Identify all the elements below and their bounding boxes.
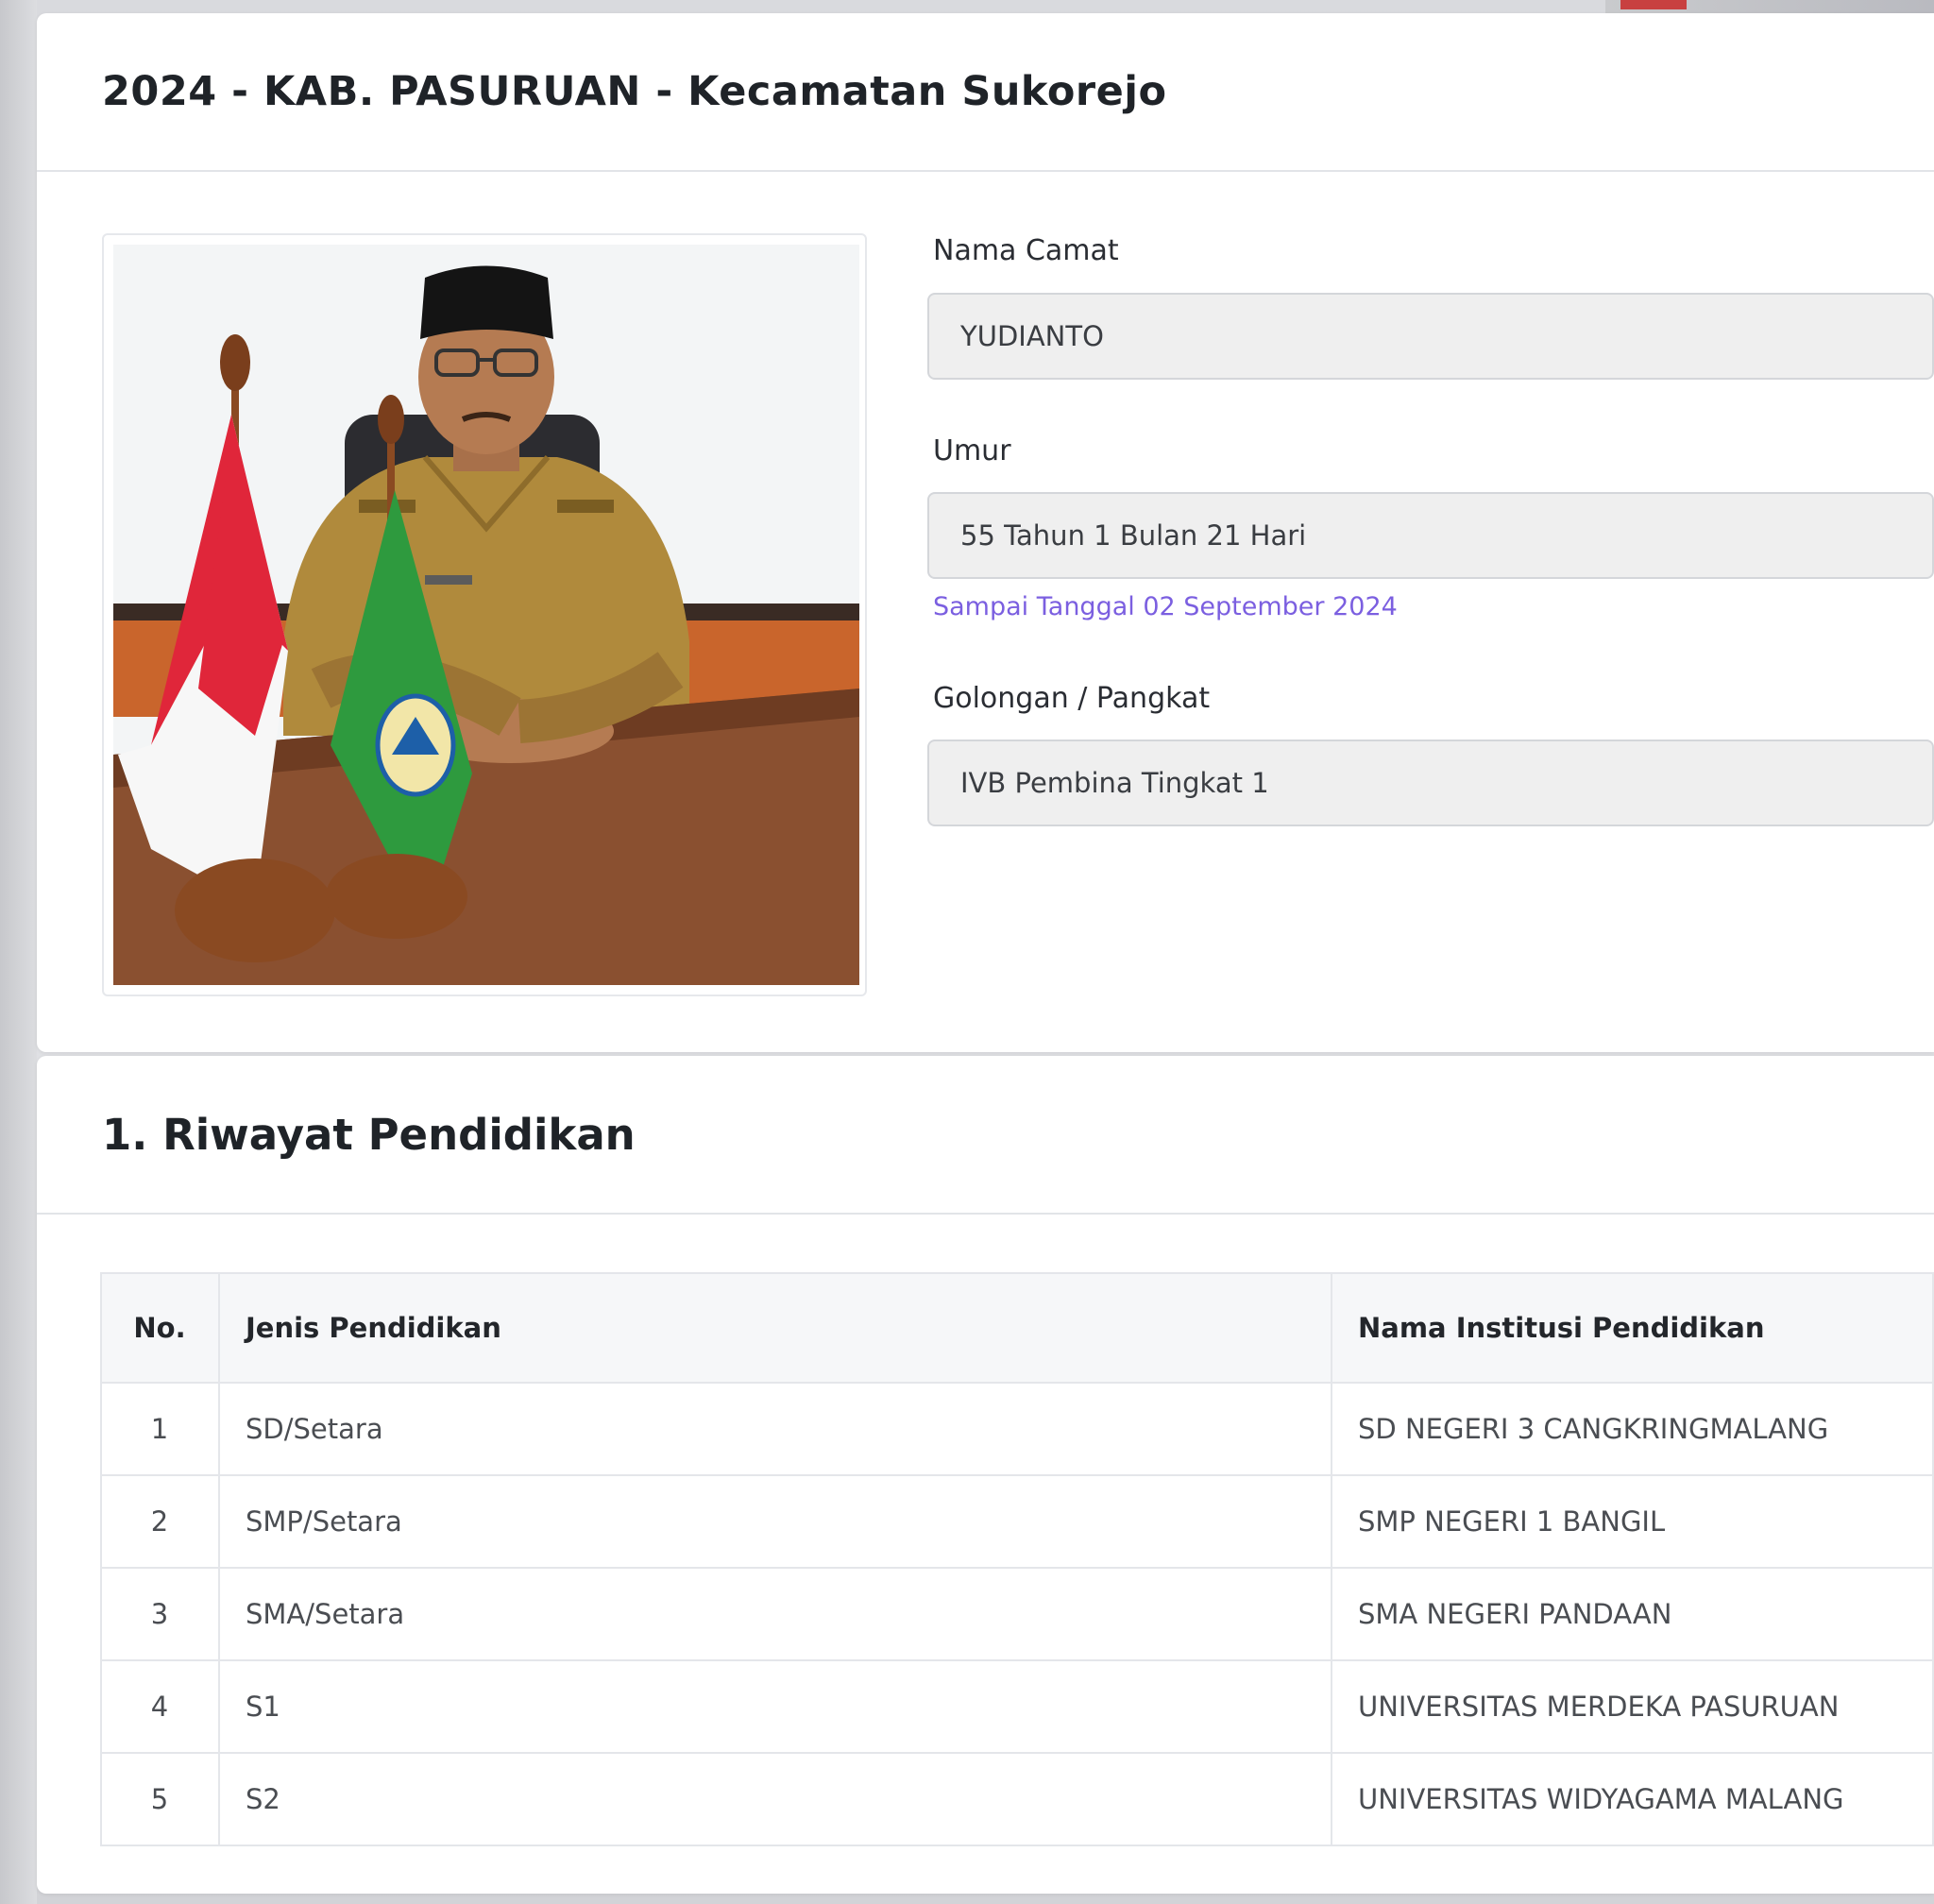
- row-no: 3: [101, 1568, 219, 1660]
- column-header-jenis: Jenis Pendidikan: [219, 1273, 1332, 1383]
- photo-frame: [102, 233, 867, 996]
- table-row: [101, 1568, 1933, 1660]
- nama-camat-label: Nama Camat: [933, 234, 1119, 267]
- umur-hint: Sampai Tanggal 02 September 2024: [933, 592, 1398, 621]
- row-jenis: SMA/Setara: [219, 1568, 1332, 1660]
- row-jenis: S1: [219, 1660, 1332, 1753]
- row-jenis: S2: [219, 1753, 1332, 1845]
- education-title: 1. Riwayat Pendidikan: [102, 1109, 636, 1160]
- row-no: 1: [101, 1383, 219, 1475]
- umur-field[interactable]: 55 Tahun 1 Bulan 21 Hari: [927, 492, 1934, 579]
- table-row: [101, 1660, 1933, 1753]
- page-title: 2024 - KAB. PASURUAN - Kecamatan Sukorejo: [102, 68, 1167, 115]
- education-card-header: [37, 1056, 1934, 1215]
- table-row: [101, 1475, 1933, 1568]
- table-row: [101, 1383, 1933, 1475]
- profile-card-header: [37, 13, 1934, 172]
- row-no: 5: [101, 1753, 219, 1845]
- education-table: [100, 1272, 1934, 1846]
- row-no: 2: [101, 1475, 219, 1568]
- row-institusi: SD NEGERI 3 CANGKRINGMALANG: [1332, 1383, 1933, 1475]
- profile-card: [37, 13, 1934, 1052]
- nama-camat-field[interactable]: YUDIANTO: [927, 293, 1934, 380]
- table-header-row: [101, 1273, 1933, 1383]
- portrait-illustration: [113, 245, 859, 985]
- table-row: [101, 1753, 1933, 1845]
- column-header-institusi: Nama Institusi Pendidikan: [1332, 1273, 1933, 1383]
- row-no: 4: [101, 1660, 219, 1753]
- education-card: [37, 1056, 1934, 1894]
- left-background-strip: [0, 0, 37, 1904]
- row-institusi: UNIVERSITAS MERDEKA PASURUAN: [1332, 1660, 1933, 1753]
- row-institusi: UNIVERSITAS WIDYAGAMA MALANG: [1332, 1753, 1933, 1845]
- golongan-field[interactable]: IVB Pembina Tingkat 1: [927, 740, 1934, 826]
- official-portrait-photo: [113, 245, 859, 985]
- golongan-label: Golongan / Pangkat: [933, 682, 1211, 715]
- row-jenis: SD/Setara: [219, 1383, 1332, 1475]
- row-jenis: SMP/Setara: [219, 1475, 1332, 1568]
- umur-label: Umur: [933, 434, 1011, 468]
- top-background-strip: [1605, 0, 1934, 13]
- column-header-no: No.: [101, 1273, 219, 1383]
- row-institusi: SMA NEGERI PANDAAN: [1332, 1568, 1933, 1660]
- row-institusi: SMP NEGERI 1 BANGIL: [1332, 1475, 1933, 1568]
